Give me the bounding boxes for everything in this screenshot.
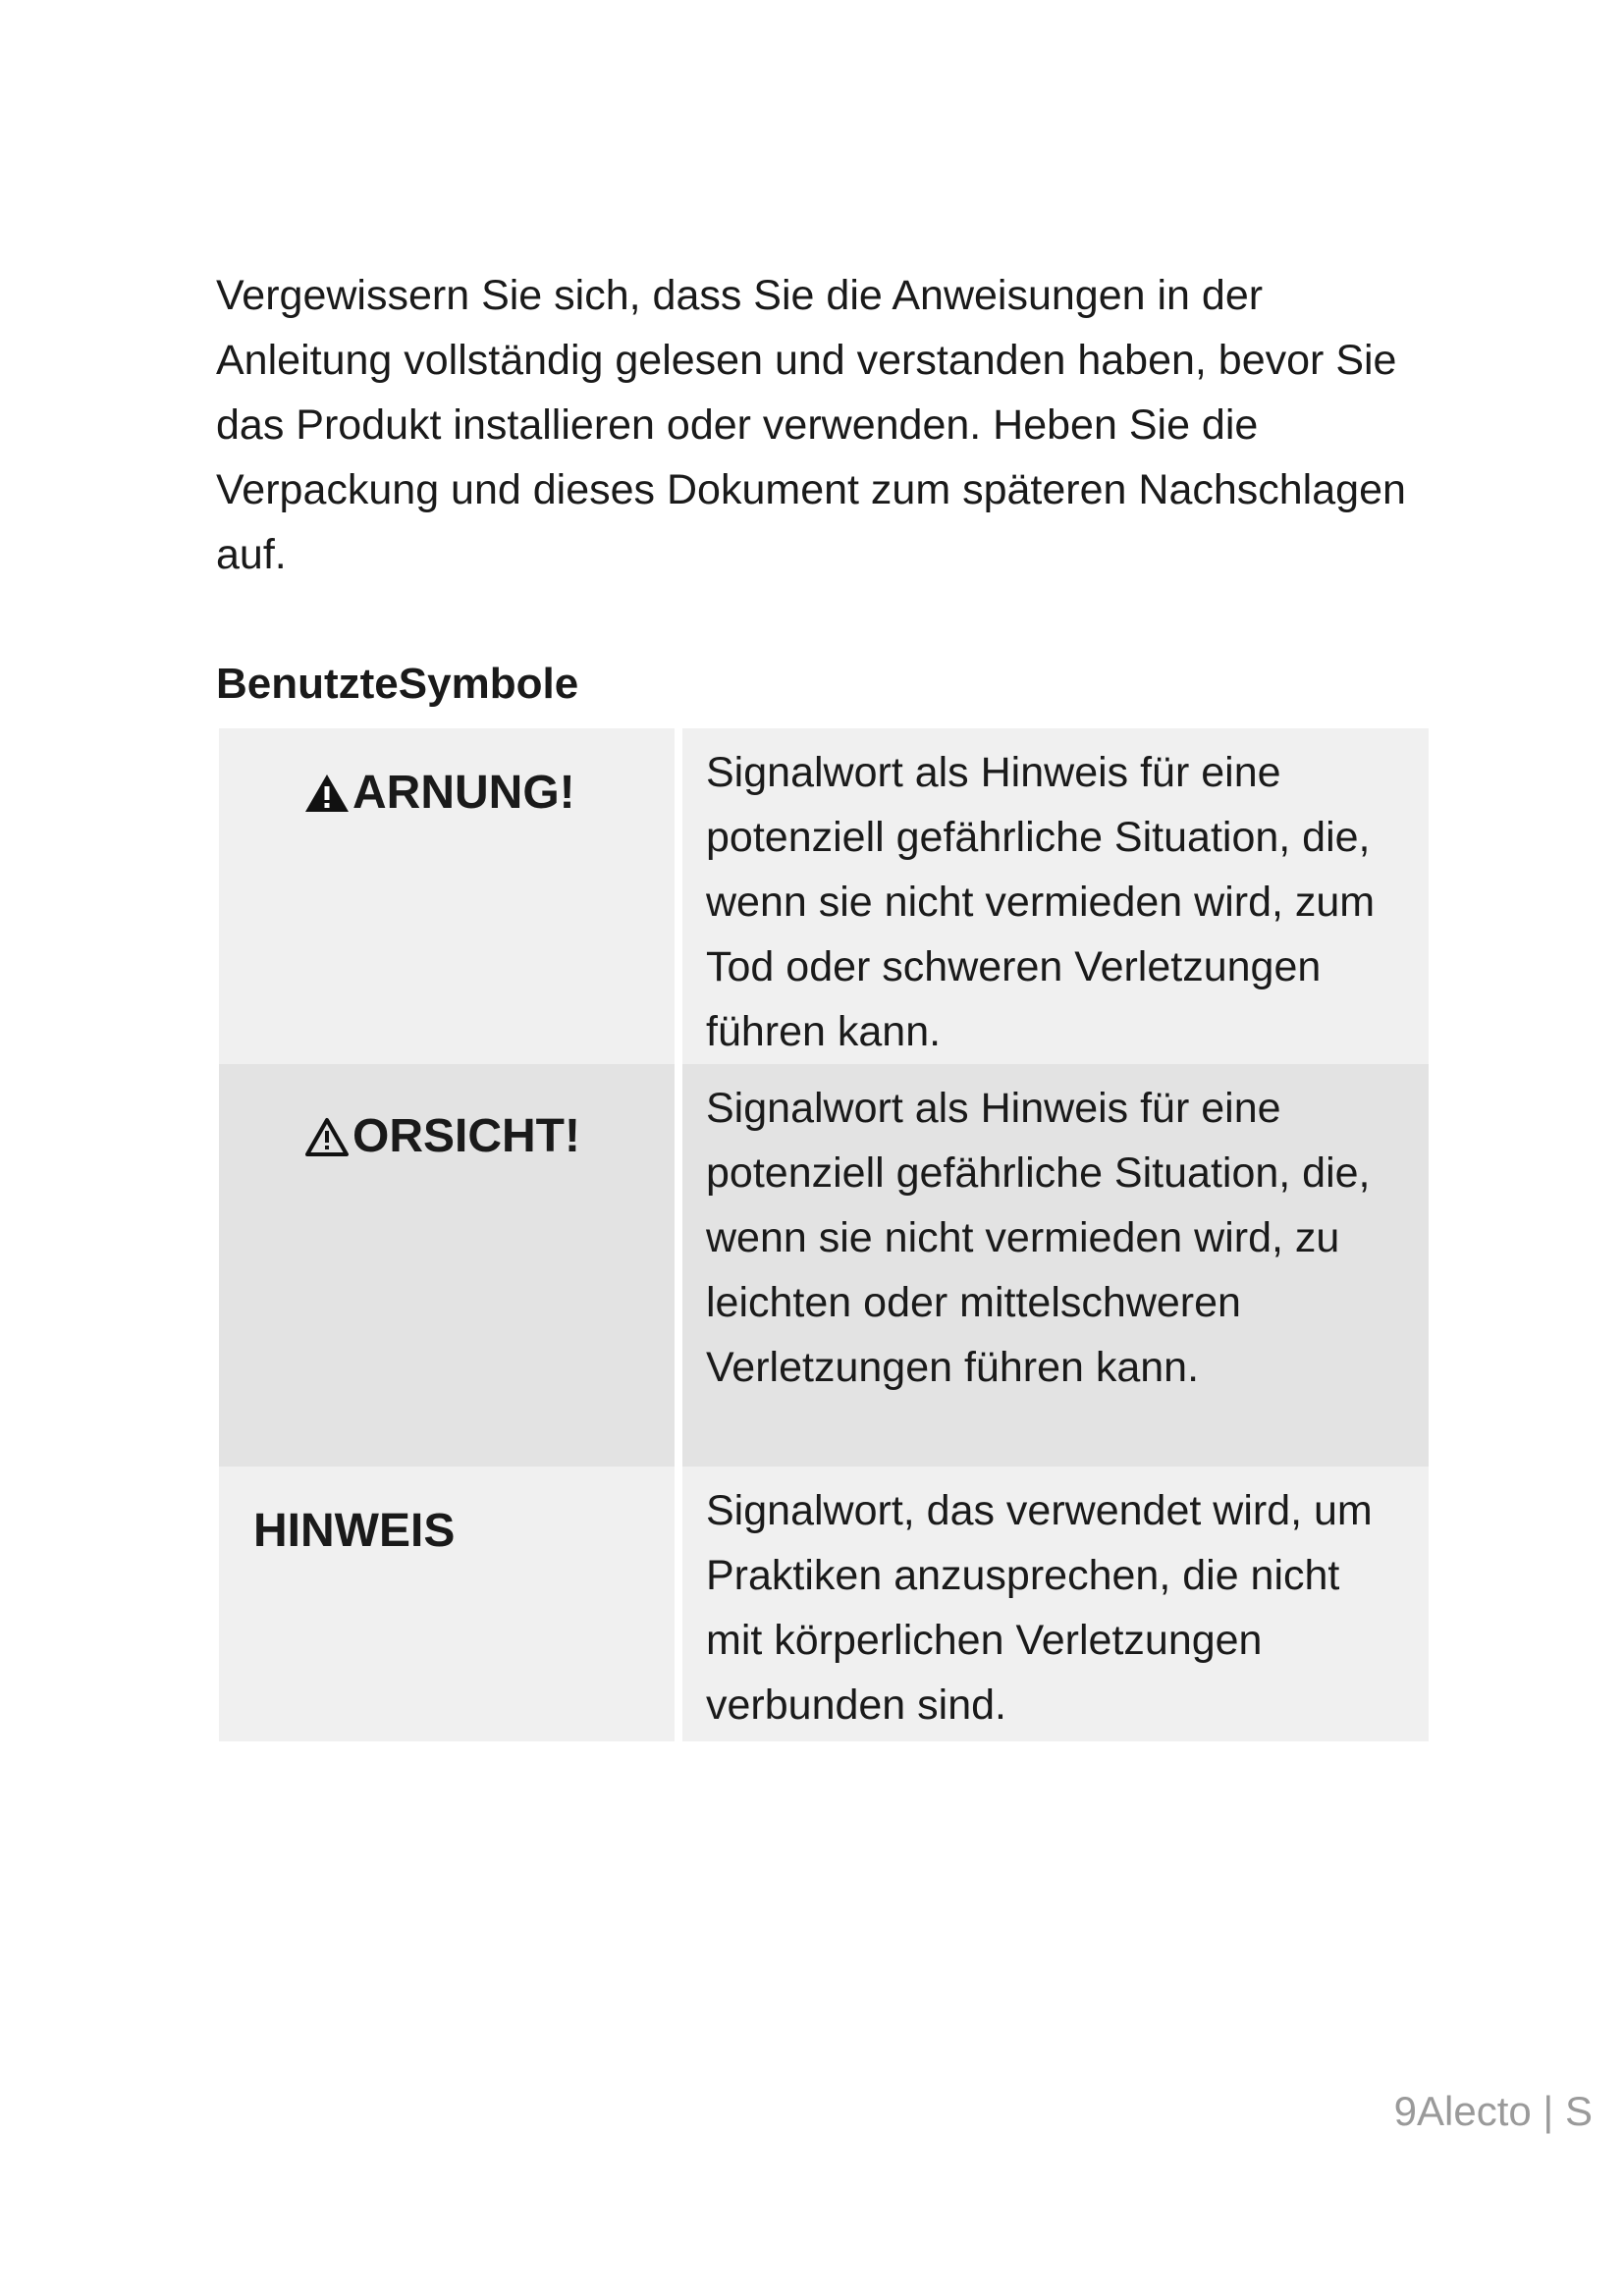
- symbol-term-cell: [219, 1467, 682, 1741]
- intro-paragraph: Vergewissern Sie sich, dass Sie die Anweisungen in der Anleitung vollständig gelesen und verstanden haben, bevor Sie das Produkt installieren oder verwenden. Heben Sie die Verpackung und dieses Dokument zum späteren Nachschlagen auf.: [216, 272, 1406, 578]
- symbol-term-warning: [219, 728, 675, 823]
- warning-triangle-filled-icon: [303, 773, 351, 814]
- brand-name: Alecto: [1417, 2088, 1532, 2134]
- symbol-row-warning: [219, 728, 1429, 1064]
- symbols-table: [219, 728, 1429, 1741]
- footer-suffix: S: [1564, 2088, 1593, 2134]
- symbol-description-warning: Signalwort als Hinweis für eine potenziell gefährliche Situation, die, wenn sie nicht vermieden wird, zum Tod oder schweren Verletzungen führen kann.: [706, 749, 1376, 1055]
- page-footer: [1394, 2084, 1593, 2139]
- section-title: BenutzteSymbole: [216, 660, 579, 708]
- symbol-term-cell: [219, 728, 682, 1064]
- symbol-term-label: ORSICHT!: [352, 1110, 580, 1162]
- symbol-description-caution: Signalwort als Hinweis für eine potenziell gefährliche Situation, die, wenn sie nicht vermieden wird, zu leichten oder mittelschweren Verletzungen führen kann.: [706, 1085, 1371, 1391]
- symbol-row-caution: [219, 1064, 1429, 1467]
- footer-separator: |: [1531, 2088, 1565, 2134]
- symbol-desc-cell: [682, 1064, 1429, 1467]
- symbol-term-label: ARNUNG!: [352, 767, 575, 819]
- symbol-term-cell: [219, 1064, 682, 1467]
- symbol-term-caution: [219, 1064, 675, 1166]
- symbol-desc-cell: [682, 1467, 1429, 1741]
- symbol-term-notice: [219, 1467, 675, 1561]
- symbol-term-label: HINWEIS: [253, 1505, 456, 1557]
- symbol-row-notice: [219, 1467, 1429, 1741]
- page-number: 9: [1393, 2088, 1417, 2134]
- symbol-description-notice: Signalwort, das verwendet wird, um Praktiken anzusprechen, die nicht mit körperlichen Verletzungen verbunden sind.: [706, 1487, 1373, 1729]
- symbol-desc-cell: [682, 728, 1429, 1064]
- warning-triangle-outline-icon: [303, 1116, 351, 1157]
